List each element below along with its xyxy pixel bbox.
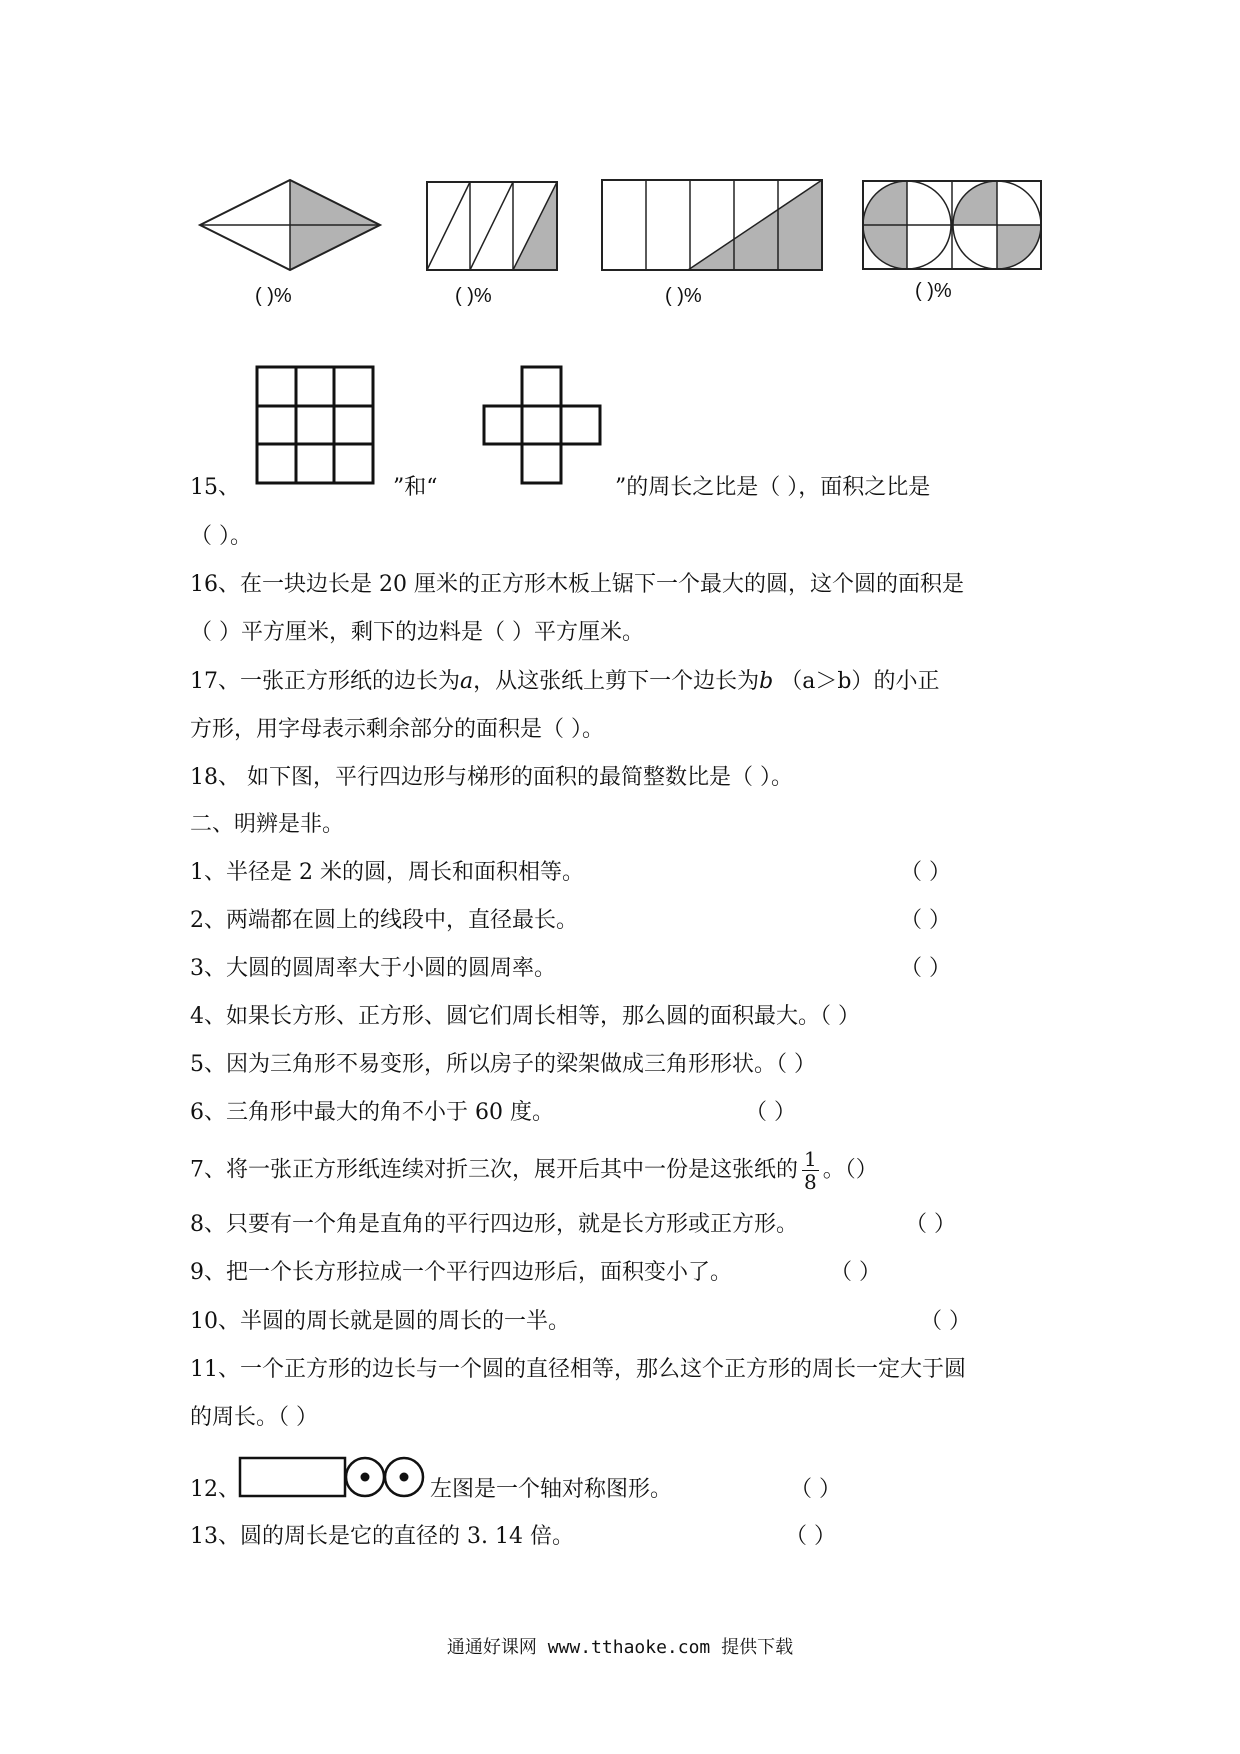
q17-line1: [190, 667, 939, 697]
caption-2: ( )%: [455, 285, 492, 307]
caption-3: ( )%: [665, 285, 702, 307]
q15-num: 15、: [190, 475, 240, 500]
caption-1: ( )%: [255, 285, 292, 307]
judge-4: 4、如果长方形、正方形、圆它们周长相等，那么圆的面积最大。（ ）: [190, 1004, 860, 1029]
q11-line2: 的周长。（ ）: [190, 1405, 318, 1430]
judge-3: 3、大圆的圆周率大于小圆的圆周率。: [190, 956, 556, 981]
q7-pre: 7、将一张正方形纸连续对折三次，展开后其中一份是这张纸的: [190, 1157, 798, 1183]
section2-title: 二、明辨是非。: [190, 812, 345, 837]
caption-4: ( )%: [915, 280, 952, 302]
q17-part-a: 17、一张正方形纸的边长为: [190, 669, 460, 694]
q7-fraction-den: 8: [804, 1170, 817, 1194]
q12-ans: （ ）: [790, 1477, 841, 1502]
q7-fraction-num: 1: [804, 1147, 817, 1171]
judge-8-ans: （ ）: [905, 1212, 956, 1237]
q15-mid: ”和“: [393, 475, 438, 500]
figure-rect-two-circles: [238, 1452, 428, 1502]
q12-text: 左图是一个轴对称图形。: [430, 1477, 673, 1502]
figure-rect-five-strips: [600, 178, 825, 273]
q16-line2: （ ）平方厘米，剩下的边料是（ ）平方厘米。: [190, 620, 644, 645]
q7-post: 。（）: [822, 1157, 878, 1183]
figure-rhombus: [195, 175, 385, 275]
judge-8: 8、只要有一个角是直角的平行四边形，就是长方形或正方形。: [190, 1212, 798, 1237]
q13-text: 13、圆的周长是它的直径的 3. 14 倍。: [190, 1524, 574, 1549]
q15-tail: ”的周长之比是（ ），面积之比是: [615, 475, 931, 500]
judge-1: 1、半径是 2 米的圆，周长和面积相等。: [190, 860, 584, 885]
q11-line1: 11、一个正方形的边长与一个圆的直径相等，那么这个正方形的周长一定大于圆: [190, 1357, 966, 1382]
judge-10: 10、半圆的周长就是圆的周长的一半。: [190, 1309, 570, 1334]
q17-part-c: 的小正: [873, 669, 940, 694]
judge-6-ans: （ ）: [745, 1100, 796, 1125]
q17-part-b: ，从这张纸上剪下一个边长为: [473, 669, 760, 694]
figure-3x3-grid: [255, 365, 375, 485]
figure-cross-shape: [482, 365, 602, 485]
judge-2-ans: （ ）: [900, 908, 951, 933]
q12-num: 12、: [190, 1477, 240, 1502]
figure-rect-stripes: [425, 180, 560, 272]
q7-fraction: [802, 1148, 819, 1193]
q17-cond: （a＞b）: [780, 669, 874, 694]
judge-1-ans: （ ）: [900, 860, 951, 885]
judge-9-ans: （ ）: [830, 1260, 881, 1285]
judge-5: 5、因为三角形不易变形，所以房子的梁架做成三角形形状。（ ）: [190, 1052, 816, 1077]
judge-6: 6、三角形中最大的角不小于 60 度。: [190, 1100, 554, 1125]
q7-line: [190, 1148, 878, 1193]
q17-var-a: a: [460, 669, 474, 694]
figure-two-circles: [860, 178, 1045, 273]
footer-text: 通通好课网 www.tthaoke.com 提供下载: [446, 1637, 794, 1658]
q13-ans: （ ）: [785, 1524, 836, 1549]
q15-line2: （ ）。: [190, 524, 252, 549]
q16-line1: 16、在一块边长是 20 厘米的正方形木板上锯下一个最大的圆，这个圆的面积是: [190, 572, 964, 597]
judge-2: 2、两端都在圆上的线段中，直径最长。: [190, 908, 578, 933]
q18-text: 18、 如下图，平行四边形与梯形的面积的最简整数比是（ ）。: [190, 765, 793, 790]
q17-var-b: b: [759, 669, 774, 694]
q17-line2: 方形，用字母表示剩余部分的面积是（ ）。: [190, 717, 604, 742]
judge-10-ans: （ ）: [920, 1309, 971, 1334]
judge-9: 9、把一个长方形拉成一个平行四边形后，面积变小了。: [190, 1260, 732, 1285]
judge-3-ans: （ ）: [900, 956, 951, 981]
